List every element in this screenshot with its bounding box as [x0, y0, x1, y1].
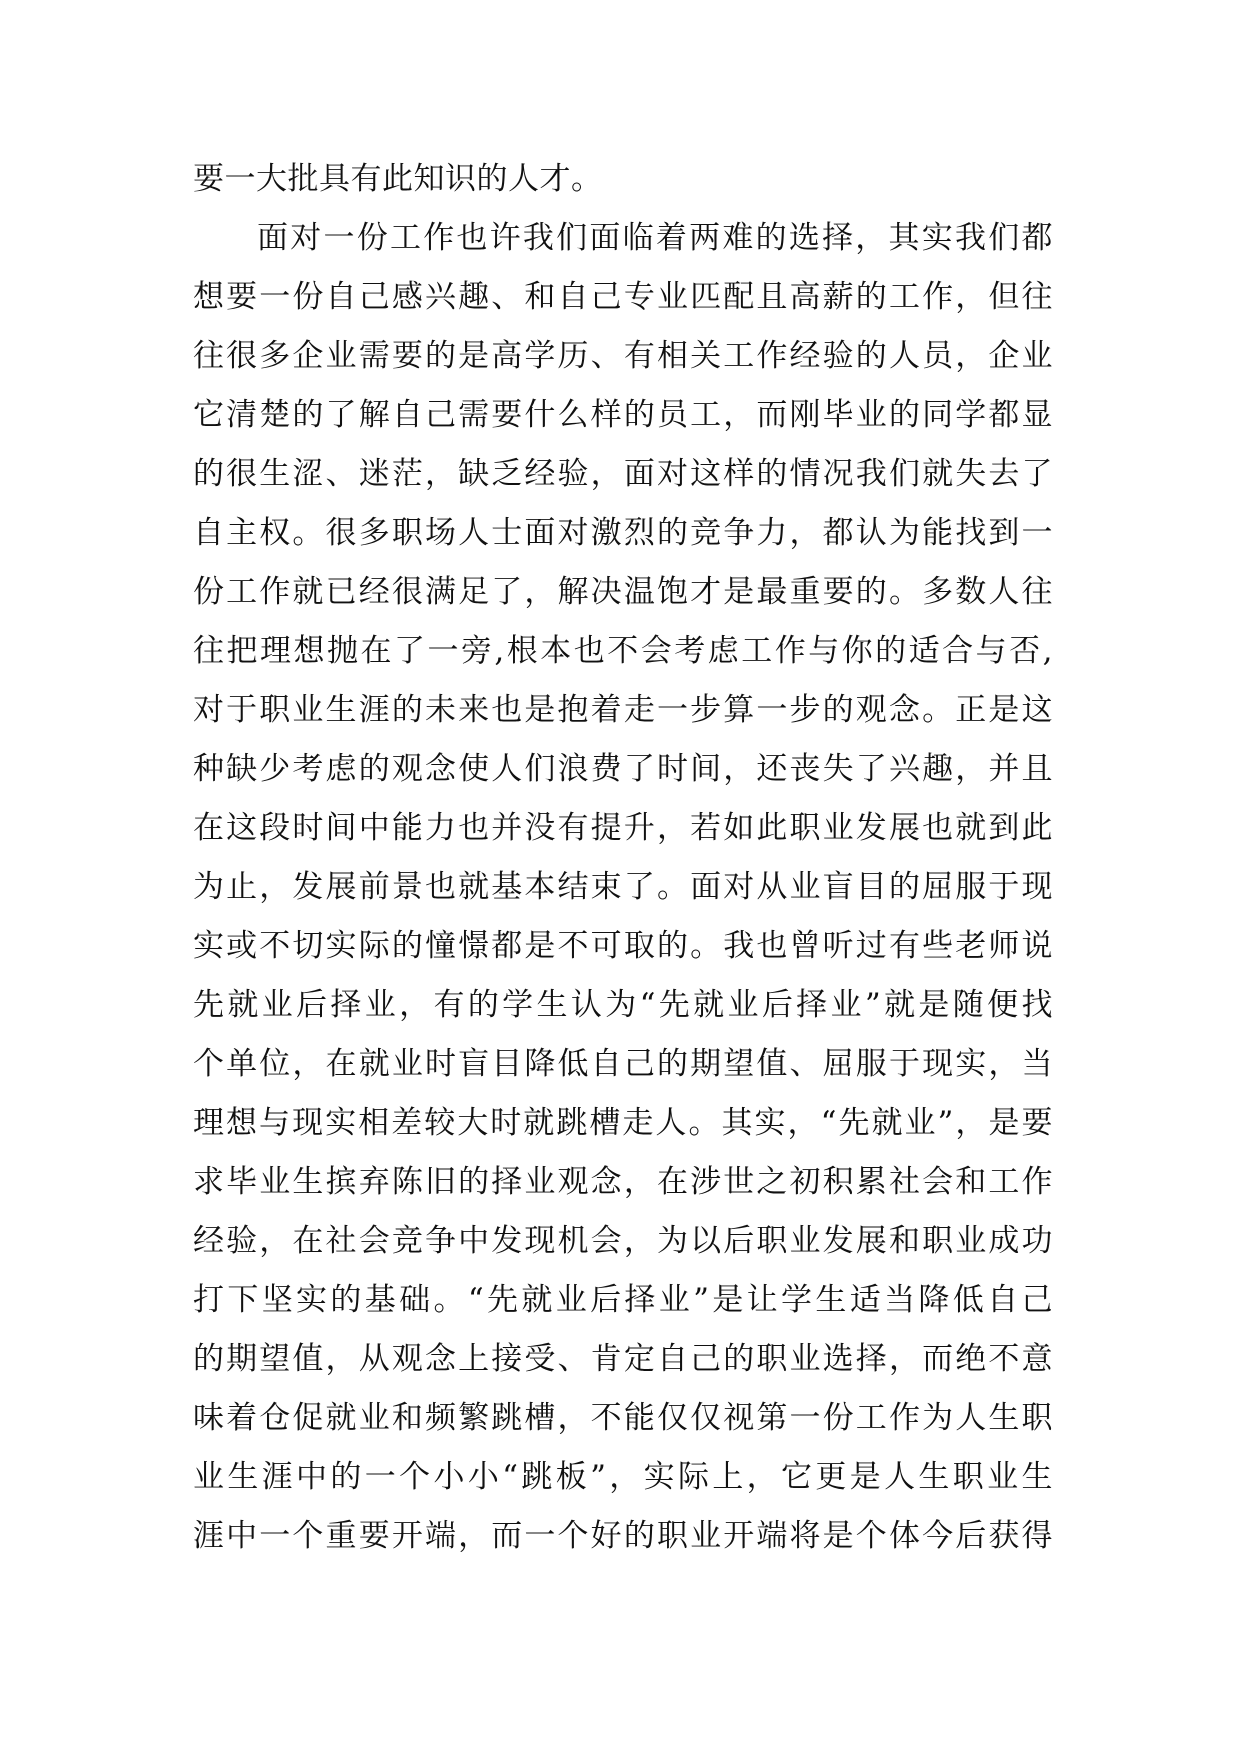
- text-line: 为止，发展前景也就基本结束了。面对从业盲目的屈服于现: [193, 869, 1053, 905]
- text-line: 涯中一个重要开端，而一个好的职业开端将是个体今后获得: [193, 1518, 1053, 1554]
- text-line: 味着仓促就业和频繁跳槽，不能仅仅视第一份工作为人生职: [193, 1400, 1053, 1436]
- text-line: 自主权。很多职场人士面对激烈的竞争力，都认为能找到一: [193, 515, 1053, 551]
- text-line: 份工作就已经很满足了，解决温饱才是最重要的。多数人往: [193, 574, 1053, 610]
- text-line: 打下坚实的基础。“先就业后择业”是让学生适当降低自己: [193, 1282, 1053, 1318]
- text-line: 要一大批具有此知识的人才。: [193, 161, 603, 197]
- text-line: 求毕业生摈弃陈旧的择业观念，在涉世之初积累社会和工作: [193, 1164, 1053, 1200]
- text-line: 的期望值，从观念上接受、肯定自己的职业选择，而绝不意: [193, 1341, 1053, 1377]
- text-line: 想要一份自己感兴趣、和自己专业匹配且高薪的工作，但往: [193, 279, 1053, 315]
- text-line: 对于职业生涯的未来也是抱着走一步算一步的观念。正是这: [193, 692, 1053, 728]
- text-line: 往把理想抛在了一旁,根本也不会考虑工作与你的适合与否,: [193, 633, 1053, 669]
- text-line: 实或不切实际的憧憬都是不可取的。我也曾听过有些老师说: [193, 928, 1053, 964]
- body-text: [193, 150, 1053, 1566]
- paragraph-first-line: 面对一份工作也许我们面临着两难的选择，其实我们都: [257, 220, 1053, 256]
- text-line: 个单位，在就业时盲目降低自己的期望值、屈服于现实，当: [193, 1046, 1053, 1082]
- text-line: 在这段时间中能力也并没有提升，若如此职业发展也就到此: [193, 810, 1053, 846]
- text-line: 种缺少考虑的观念使人们浪费了时间，还丧失了兴趣，并且: [193, 751, 1053, 787]
- text-line: 先就业后择业，有的学生认为“先就业后择业”就是随便找: [193, 987, 1053, 1023]
- text-line: 业生涯中的一个小小“跳板”，实际上，它更是人生职业生: [193, 1459, 1053, 1495]
- text-line: 理想与现实相差较大时就跳槽走人。其实，“先就业”，是要: [193, 1105, 1053, 1141]
- text-line: 它清楚的了解自己需要什么样的员工，而刚毕业的同学都显: [193, 397, 1053, 433]
- text-line: 往很多企业需要的是高学历、有相关工作经验的人员，企业: [193, 338, 1053, 374]
- text-line: 经验，在社会竞争中发现机会，为以后职业发展和职业成功: [193, 1223, 1053, 1259]
- text-line: 的很生涩、迷茫，缺乏经验，面对这样的情况我们就失去了: [193, 456, 1053, 492]
